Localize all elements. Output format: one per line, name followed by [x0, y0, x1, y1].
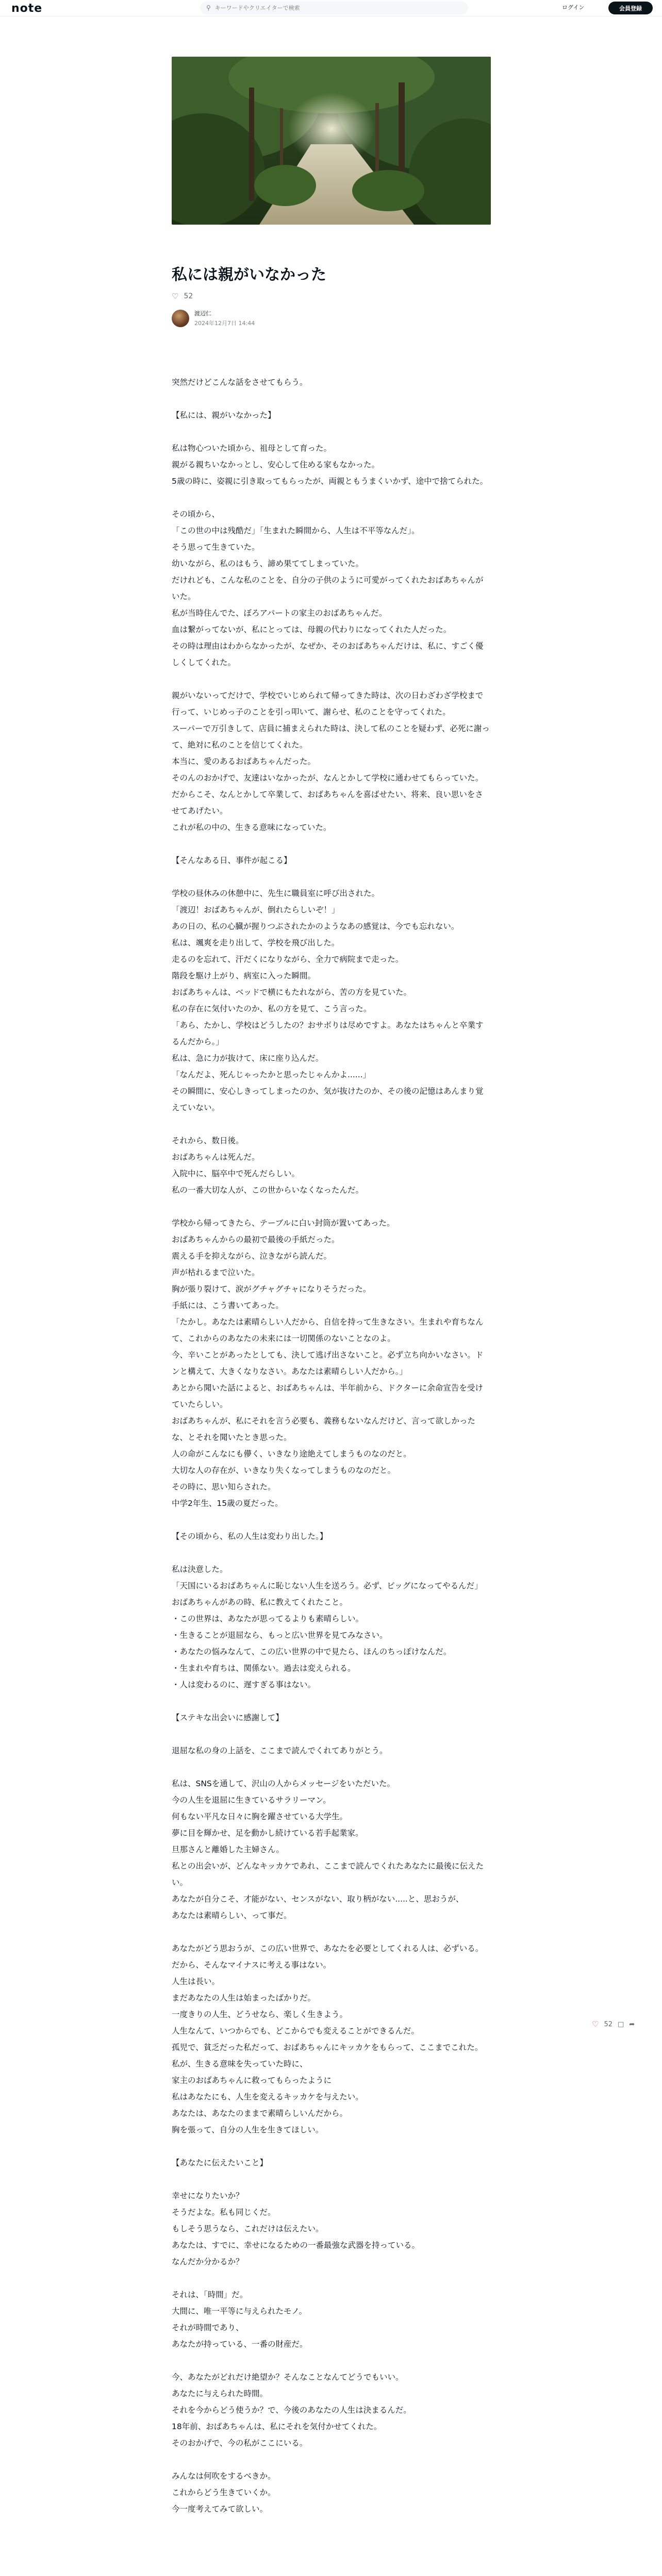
body-paragraph: 私は、急に力が抜けて、床に座り込んだ。	[172, 1054, 324, 1063]
body-paragraph	[172, 2138, 491, 2155]
body-paragraph: その時に、思い知らされた。	[172, 1482, 276, 1492]
body-paragraph	[172, 2171, 491, 2188]
body-paragraph: みんなは何吹をするべきか。	[172, 2471, 276, 2481]
body-paragraph	[172, 2451, 491, 2468]
body-paragraph	[172, 2270, 491, 2286]
body-paragraph: おばあちゃんが、私にそれを言う必要も、義務もないなんだけど、言って欲しかったな、とそれを聞いたとき思った。	[172, 1416, 476, 1442]
section-heading: 【その頃から、私の人生は変わり出した。】	[172, 1532, 328, 1541]
body-paragraph: あなたが持っている、一番の財産だ。	[172, 2340, 308, 2349]
body-paragraph: そのんのおかげで、友達はいなかったが、なんとかして学校に通わせてもらっていた。	[172, 773, 484, 783]
body-paragraph: そう思って生きていた。	[172, 543, 260, 552]
floating-actions	[592, 2020, 635, 2029]
article-body	[172, 374, 491, 2517]
body-paragraph: これからどう生きていくか。	[172, 2488, 276, 2497]
body-paragraph: 今、あなたがどれだけ絶望か？そんなことなんてどうでもいい。	[172, 2372, 404, 2382]
like-count: 52	[184, 292, 193, 300]
body-paragraph: 孤児で、貧乏だった私だって、おばあちゃんにキッカケをもらって、ここまでこれた。	[172, 2043, 483, 2052]
body-paragraph: 5歳の時に、姿親に引き取ってもらったが、両親ともうまくいかず、途中で捨てられた。	[172, 477, 488, 486]
body-paragraph: 胸が張り裂けて、涙がグチャグチャになりそうだった。	[172, 1284, 371, 1294]
body-paragraph: 「あら、たかし、学校はどうしたの？おサボりは尽めですよ。あなたはちゃんと卒業するんだから。」	[172, 1021, 484, 1046]
search-input[interactable]	[215, 5, 442, 11]
body-paragraph: それから、数日後。	[172, 1136, 244, 1145]
body-paragraph: 震える手を抑えながら、泣きながら読んだ。	[172, 1251, 332, 1261]
article-title: 私には親がいなかった	[172, 266, 326, 284]
body-paragraph	[172, 671, 491, 687]
author-info	[172, 309, 255, 327]
body-paragraph: 人生なんて、いつからでも、どこからでも変えることができるんだ。	[172, 2026, 419, 2036]
body-paragraph: 幼いながら、私のはもう、諦め果ててしまっていた。	[172, 559, 364, 568]
floating-like-count: 52	[604, 2020, 613, 2028]
login-button[interactable]: ログイン	[562, 4, 585, 11]
body-paragraph: 走るのを忘れて、汗だくになりながら、全力で病院まで走った。	[172, 955, 404, 964]
body-paragraph: ・生きることが退屈なら、もっと広い世界を見てみなさい。	[172, 1631, 388, 1640]
body-paragraph: 一度きりの人生、どうせなら、楽しく生きよう。	[172, 2010, 348, 2019]
body-paragraph: あなたに与えられた時間。	[172, 2389, 268, 2398]
search-bar[interactable]	[200, 1, 468, 14]
body-paragraph: 「なんだよ、死んじゃったかと思ったじゃんかよ......」	[172, 1070, 371, 1079]
body-paragraph	[172, 1116, 491, 1132]
body-paragraph	[172, 1759, 491, 1775]
body-paragraph: 幸せになりたいか？	[172, 2191, 244, 2200]
body-paragraph: あなたは、あなたのままで素晴らしいんだから。	[172, 2109, 348, 2118]
author-name[interactable]: 渡辺仁	[194, 310, 211, 317]
body-paragraph: 「たかし。あなたは素晴らしい人だから、自信を持って生きなさい。生まれや育ちなんて、これからのあなたの未来には一切関係のないことなのよ。	[172, 1317, 484, 1343]
body-paragraph: スーパーで万引きして、店員に捕まえられた時は、決して私のことを疑わず、必死に謝って、絶対に私のことを信じてくれた。	[172, 724, 490, 750]
body-paragraph	[172, 1924, 491, 1940]
body-paragraph: 大間に、唯一平等に与えられたモノ。	[172, 2307, 307, 2316]
body-paragraph: ・この世界は、あなたが思ってるよりも素晴らしい。	[172, 1614, 364, 1623]
body-paragraph: あなたが自分こそ、才能がない、センスがない、取り柄がない.....と、思おうが、	[172, 1894, 464, 1904]
body-paragraph: 声が枯れるまで泣いた。	[172, 1268, 260, 1277]
body-paragraph: なんだか分かるか？	[172, 2257, 244, 2266]
body-paragraph	[172, 836, 491, 852]
section-heading: 【そんなある日、事件が起こる】	[172, 856, 292, 865]
body-paragraph: それは、「時間」だ。	[172, 2290, 248, 2299]
section-heading: 【あなたに伝えたいこと】	[172, 2158, 268, 2167]
body-paragraph: 胸を張って、自分の人生を生きてほしい。	[172, 2125, 324, 2134]
body-paragraph: その瞬間に、安心しきってしまったのか、気が抜けたのか、その後の記憶はあんまり覚えていない。	[172, 1087, 484, 1112]
body-paragraph: まだあなたの人生は始まったばかりだ。	[172, 1993, 316, 2003]
body-paragraph: おばあちゃんがあの時、私に教えてくれたこと。	[172, 1598, 348, 1607]
body-paragraph	[172, 869, 491, 885]
body-paragraph: それを今からどう使うか？で、今後のあなたの人生は決まるんだ。	[172, 2405, 411, 2415]
hero-image	[172, 57, 491, 225]
body-paragraph: 夢に目を輝かせ、足を動かし続けている若手起業家。	[172, 1828, 363, 1838]
body-paragraph: 入院中に、脳卒中で死んだらしい。	[172, 1169, 300, 1178]
body-paragraph: 今一度考えてみて欲しい。	[172, 2504, 268, 2514]
search-icon: ⚲	[206, 4, 211, 11]
body-paragraph: 階段を駆け上がり、病室に入った瞬間。	[172, 971, 316, 980]
body-paragraph: 私は物心ついた頃から、祖母として育った。	[172, 444, 332, 453]
body-paragraph: そのおかげで、今の私がここにいる。	[172, 2438, 308, 2448]
body-paragraph: あの日の、私の心臓が握りつぶされたかのようなあの感覚は、今でも忘れない。	[172, 922, 459, 931]
body-paragraph: おばあちゃんは、ベッドで横にもたれながら、苦の方を見ていた。	[172, 988, 412, 997]
body-paragraph	[172, 2352, 491, 2369]
body-paragraph: 学校から帰ってきたら、テーブルに白い封筒が置いてあった。	[172, 1218, 395, 1228]
body-paragraph: 中学2年生、15歳の夏だった。	[172, 1499, 283, 1508]
body-paragraph	[172, 1198, 491, 1215]
body-paragraph	[172, 391, 491, 407]
body-paragraph: 旦那さんと離婚した主婦さん。	[172, 1845, 284, 1854]
body-paragraph: そうだよな。私も同じくだ。	[172, 2208, 276, 2217]
publish-date: 2024年12月7日 14:44	[194, 320, 255, 327]
site-header	[0, 0, 662, 16]
body-paragraph: あとから聞いた話によると、おばあちゃんは、半年前から、ドクターに余命宣告を受けていたらしい。	[172, 1383, 483, 1409]
section-heading: 【私には、親がいなかった】	[172, 411, 276, 420]
body-paragraph: 「渡辺！おばあちゃんが、倒れたらしいぞ！」	[172, 905, 340, 914]
body-paragraph: 私の一番大切な人が、この世からいなくなったんだ。	[172, 1185, 364, 1195]
body-paragraph: 「天国にいるおばあちゃんに恥じない人生を送ろう。必ず、ビッグになってやるんだ」	[172, 1581, 483, 1590]
body-paragraph: 私は、颯爽を走り出して、学校を飛び出した。	[172, 938, 340, 947]
body-paragraph: 退屈な私の身の上話を、ここまで読んでくれてありがとう。	[172, 1746, 388, 1755]
body-paragraph: 私はあなたにも、人生を変えるキッカケを与えたい。	[172, 2092, 363, 2102]
avatar[interactable]	[172, 310, 189, 327]
body-paragraph: あなたは、すでに、幸せになるための一番最強な武器を持っている。	[172, 2241, 420, 2250]
body-paragraph: あなたは素晴らしい、って事だ。	[172, 1911, 292, 1920]
body-paragraph: 家主のおばあちゃんに救ってもらったように	[172, 2076, 332, 2085]
body-paragraph	[172, 1545, 491, 1561]
body-paragraph: 人の命がこんなにも儚く、いきなり途絶えてしまうものなのだと。	[172, 1449, 411, 1459]
body-paragraph: 「この世の中は残酷だ」「生まれた瞬間から、人生は不平等なんだ」。	[172, 526, 420, 535]
body-paragraph: 突然だけどこんな話をさせてもらう。	[172, 378, 308, 387]
body-paragraph	[172, 489, 491, 506]
body-paragraph	[172, 1726, 491, 1742]
body-paragraph: あなたがどう思おうが、この広い世界で、あなたを必要としてくれる人は、必ずいる。	[172, 1944, 484, 1953]
body-paragraph: ・生まれや育ちは、関係ない。過去は変えられる。	[172, 1664, 356, 1673]
body-paragraph: おばあちゃんからの最初で最後の手紙だった。	[172, 1235, 340, 1244]
body-paragraph: その頃から、	[172, 510, 220, 519]
body-paragraph: 何もない平凡な日々に胸を躍させている大学生。	[172, 1812, 348, 1821]
body-paragraph: だけれども、こんな私のことを、自分の子供のように可愛がってくれたおばあちゃんがいた。	[172, 575, 484, 601]
body-paragraph: 親がる親ちいなかっとし、安心して住める家もなかった。	[172, 460, 380, 469]
body-paragraph: 人生は長い。	[172, 1977, 220, 1986]
section-heading: 【ステキな出会いに感謝して】	[172, 1713, 284, 1722]
forest-path-photo	[172, 57, 491, 225]
body-paragraph: 手紙には、こう書いてあった。	[172, 1301, 284, 1310]
body-paragraph	[172, 423, 491, 440]
like-row	[172, 292, 193, 301]
body-paragraph: 18年前、おばあちゃんは、私にそれを気付かせてくれた。	[172, 2422, 382, 2431]
body-paragraph: もしそう思うなら、これだけは伝えたい。	[172, 2224, 324, 2233]
heart-icon[interactable]: ♡	[172, 292, 179, 301]
share-icon[interactable]: ➦	[629, 2020, 635, 2028]
body-paragraph: 学校の昼休みの休憩中に、先生に職員室に呼び出された。	[172, 889, 380, 898]
body-paragraph: 本当に、愛のあるおばあちゃんだった。	[172, 757, 316, 766]
body-paragraph	[172, 1693, 491, 1709]
body-paragraph: 今の人生を退屈に生きているサラリーマン。	[172, 1795, 331, 1805]
body-paragraph: これが私の中の、生きる意味になっていた。	[172, 823, 332, 832]
body-paragraph: 私が、生きる意味を失っていた時に、	[172, 2059, 308, 2069]
signup-button[interactable]: 会員登録	[608, 2, 653, 14]
body-paragraph: その時は理由はわからなかったが、なぜか、そのおばあちゃんだけは、私に、すごく優しくしてくれた。	[172, 641, 484, 667]
body-paragraph: ・人は変わるのに、遅すぎる事はない。	[172, 1680, 316, 1689]
body-paragraph: 私が当時住んでた、ぼろアパートの家主のおばあちゃんだ。	[172, 608, 387, 618]
body-paragraph: 大切な人の存在が、いきなり失くなってしまうものなのだと。	[172, 1466, 396, 1475]
comment-icon[interactable]: □	[618, 2020, 624, 2028]
body-paragraph: それが時間であり、	[172, 2323, 244, 2332]
body-paragraph: 私との出会いが、どんなキッカケであれ、ここまで読んでくれたあなたに最後に伝えたい。	[172, 1861, 484, 1887]
body-paragraph: 今、辛いことがあったとしても、決して逃げ出さないこと。必ず立ち向かいなさい。ドンと構えて、大きくなりなさい。あなたは素晴らしい人だから。」	[172, 1350, 484, 1376]
body-paragraph: 親がいないってだけで、学校でいじめられて帰ってきた時は、次の日わざわざ学校まで行って、いじめっ子のことを引っ叩いて、謝らせ、私のことを守ってくれた。	[172, 691, 484, 717]
body-paragraph: おばあちゃんは死んだ。	[172, 1153, 260, 1162]
body-paragraph: だから、そんなマイナスに考える事はない。	[172, 1960, 332, 1970]
note-logo[interactable]: note	[11, 2, 43, 15]
body-paragraph: だからこそ、なんとかして卒業して、おばあちゃんを喜ばせたい、将来、良い思いをさせてあげたい。	[172, 790, 483, 816]
body-paragraph: 私は決意した。	[172, 1565, 228, 1574]
body-paragraph: 血は繋がってないが、私にとっては、母親の代わりになってくれた人だった。	[172, 625, 452, 634]
body-paragraph: 私の存在に気付いたのか、私の方を見て、こう言った。	[172, 1004, 372, 1013]
body-paragraph: ・あなたの悩みなんて、この広い世界の中で見たら、ほんのちっぽけなんだ。	[172, 1647, 452, 1656]
body-paragraph: 私は、SNSを通して、沢山の人からメッセージをいただいた。	[172, 1779, 395, 1788]
body-paragraph	[172, 1512, 491, 1528]
heart-icon[interactable]: ♡	[592, 2020, 599, 2029]
